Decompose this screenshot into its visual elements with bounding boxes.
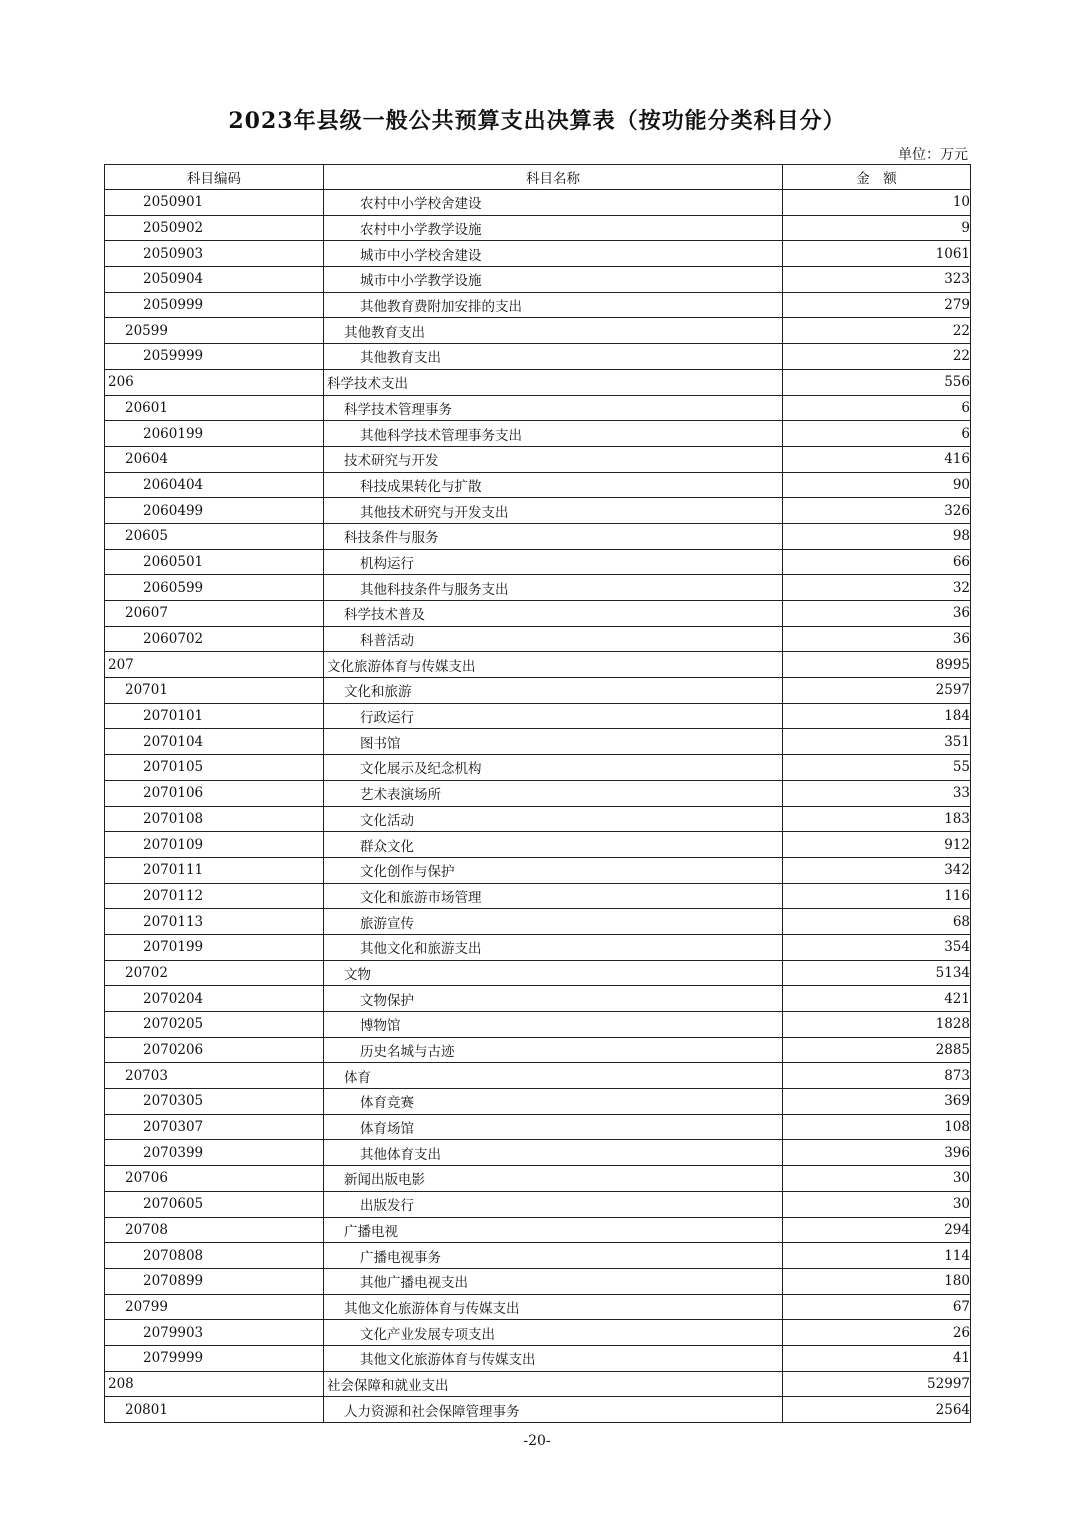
table-row xyxy=(105,857,971,883)
row-name: 其他科技条件与服务支出 xyxy=(324,575,783,601)
row-name: 体育竞赛 xyxy=(324,1089,783,1115)
row-code: 2070108 xyxy=(105,806,324,832)
table-row xyxy=(105,549,971,575)
row-amount: 108 xyxy=(783,1114,971,1140)
row-name: 科学技术管理事务 xyxy=(324,395,783,421)
row-code: 2070106 xyxy=(105,780,324,806)
row-amount: 2597 xyxy=(783,678,971,704)
row-amount: 912 xyxy=(783,832,971,858)
row-name: 文物 xyxy=(324,960,783,986)
table-row xyxy=(105,292,971,318)
row-name: 机构运行 xyxy=(324,549,783,575)
table-row xyxy=(105,1320,971,1346)
table-row xyxy=(105,1012,971,1038)
row-amount: 5134 xyxy=(783,960,971,986)
table-row xyxy=(105,1217,971,1243)
table-row xyxy=(105,395,971,421)
row-name: 群众文化 xyxy=(324,832,783,858)
row-code: 2070899 xyxy=(105,1268,324,1294)
row-name: 体育场馆 xyxy=(324,1114,783,1140)
row-amount: 36 xyxy=(783,601,971,627)
row-name: 文物保护 xyxy=(324,986,783,1012)
row-name: 农村中小学校舍建设 xyxy=(324,190,783,216)
row-code: 2079999 xyxy=(105,1345,324,1371)
table-row xyxy=(105,1037,971,1063)
table-row xyxy=(105,1243,971,1269)
row-code: 2060199 xyxy=(105,421,324,447)
table-row xyxy=(105,421,971,447)
row-amount: 323 xyxy=(783,267,971,293)
row-name: 历史名城与古迹 xyxy=(324,1037,783,1063)
row-code: 2070109 xyxy=(105,832,324,858)
table-row xyxy=(105,755,971,781)
table-row xyxy=(105,369,971,395)
row-code: 20801 xyxy=(105,1397,324,1423)
row-amount: 36 xyxy=(783,626,971,652)
row-name: 其他文化和旅游支出 xyxy=(324,934,783,960)
table-row xyxy=(105,215,971,241)
row-amount: 10 xyxy=(783,190,971,216)
row-code: 2070307 xyxy=(105,1114,324,1140)
row-code: 2070104 xyxy=(105,729,324,755)
row-code: 2070205 xyxy=(105,1012,324,1038)
table-row xyxy=(105,498,971,524)
row-name: 文化和旅游 xyxy=(324,678,783,704)
table-row xyxy=(105,729,971,755)
row-amount: 342 xyxy=(783,857,971,883)
unit-label: 单位：万元 xyxy=(898,147,968,163)
table-row xyxy=(105,267,971,293)
row-name: 技术研究与开发 xyxy=(324,446,783,472)
table-row xyxy=(105,446,971,472)
row-amount: 114 xyxy=(783,1243,971,1269)
row-amount: 68 xyxy=(783,909,971,935)
table-row xyxy=(105,934,971,960)
row-name: 博物馆 xyxy=(324,1012,783,1038)
row-code: 2050902 xyxy=(105,215,324,241)
table-row xyxy=(105,1114,971,1140)
table-row xyxy=(105,523,971,549)
row-name: 文化产业发展专项支出 xyxy=(324,1320,783,1346)
row-name: 图书馆 xyxy=(324,729,783,755)
row-amount: 369 xyxy=(783,1089,971,1115)
row-code: 2070101 xyxy=(105,703,324,729)
row-name: 城市中小学教学设施 xyxy=(324,267,783,293)
table-row xyxy=(105,652,971,678)
table-row xyxy=(105,1140,971,1166)
row-amount: 116 xyxy=(783,883,971,909)
row-code: 2050903 xyxy=(105,241,324,267)
row-name: 科技成果转化与扩散 xyxy=(324,472,783,498)
row-amount: 90 xyxy=(783,472,971,498)
row-code: 2070111 xyxy=(105,857,324,883)
budget-table xyxy=(104,164,971,1423)
row-name: 行政运行 xyxy=(324,703,783,729)
row-code: 2070399 xyxy=(105,1140,324,1166)
row-code: 20706 xyxy=(105,1166,324,1192)
row-amount: 55 xyxy=(783,755,971,781)
row-name: 其他体育支出 xyxy=(324,1140,783,1166)
table-row xyxy=(105,472,971,498)
row-amount: 354 xyxy=(783,934,971,960)
table-row xyxy=(105,1294,971,1320)
row-code: 2060499 xyxy=(105,498,324,524)
table-row xyxy=(105,601,971,627)
row-amount: 556 xyxy=(783,369,971,395)
table-row xyxy=(105,1191,971,1217)
header-name: 科目名称 xyxy=(324,165,783,190)
table-row xyxy=(105,1371,971,1397)
row-amount: 180 xyxy=(783,1268,971,1294)
table-row xyxy=(105,1345,971,1371)
row-code: 20601 xyxy=(105,395,324,421)
row-amount: 416 xyxy=(783,446,971,472)
row-name: 旅游宣传 xyxy=(324,909,783,935)
row-name: 农村中小学教学设施 xyxy=(324,215,783,241)
row-amount: 396 xyxy=(783,1140,971,1166)
row-code: 20701 xyxy=(105,678,324,704)
table-row xyxy=(105,1166,971,1192)
page-number: -20- xyxy=(523,1433,551,1449)
table-row xyxy=(105,1397,971,1423)
row-amount: 184 xyxy=(783,703,971,729)
row-amount: 66 xyxy=(783,549,971,575)
row-code: 2050901 xyxy=(105,190,324,216)
row-amount: 183 xyxy=(783,806,971,832)
row-amount: 67 xyxy=(783,1294,971,1320)
row-amount: 41 xyxy=(783,1345,971,1371)
row-code: 207 xyxy=(105,652,324,678)
row-amount: 1828 xyxy=(783,1012,971,1038)
row-amount: 30 xyxy=(783,1166,971,1192)
table-row xyxy=(105,960,971,986)
row-amount: 26 xyxy=(783,1320,971,1346)
row-name: 文化创作与保护 xyxy=(324,857,783,883)
row-amount: 279 xyxy=(783,292,971,318)
row-amount: 22 xyxy=(783,344,971,370)
page-title: 2023年县级一般公共预算支出决算表（按功能分类科目分） xyxy=(228,108,846,134)
row-name: 文化活动 xyxy=(324,806,783,832)
header-code: 科目编码 xyxy=(105,165,324,190)
row-name: 艺术表演场所 xyxy=(324,780,783,806)
table-row xyxy=(105,241,971,267)
row-code: 2070113 xyxy=(105,909,324,935)
row-amount: 326 xyxy=(783,498,971,524)
row-name: 其他教育支出 xyxy=(324,344,783,370)
table-row xyxy=(105,1089,971,1115)
row-name: 文化展示及纪念机构 xyxy=(324,755,783,781)
row-amount: 1061 xyxy=(783,241,971,267)
table-row xyxy=(105,909,971,935)
row-code: 208 xyxy=(105,1371,324,1397)
table-row xyxy=(105,1063,971,1089)
table-row xyxy=(105,678,971,704)
row-amount: 351 xyxy=(783,729,971,755)
row-name: 广播电视事务 xyxy=(324,1243,783,1269)
row-code: 20605 xyxy=(105,523,324,549)
row-name: 科学技术普及 xyxy=(324,601,783,627)
row-name: 其他文化旅游体育与传媒支出 xyxy=(324,1345,783,1371)
row-amount: 6 xyxy=(783,421,971,447)
row-name: 科技条件与服务 xyxy=(324,523,783,549)
table-row xyxy=(105,626,971,652)
table-row xyxy=(105,703,971,729)
row-name: 文化和旅游市场管理 xyxy=(324,883,783,909)
row-amount: 32 xyxy=(783,575,971,601)
row-amount: 6 xyxy=(783,395,971,421)
row-amount: 421 xyxy=(783,986,971,1012)
row-name: 人力资源和社会保障管理事务 xyxy=(324,1397,783,1423)
table-row xyxy=(105,806,971,832)
row-amount: 52997 xyxy=(783,1371,971,1397)
row-code: 2070206 xyxy=(105,1037,324,1063)
row-code: 206 xyxy=(105,369,324,395)
table-row xyxy=(105,575,971,601)
row-name: 科学技术支出 xyxy=(324,369,783,395)
table-body xyxy=(105,190,971,1423)
row-code: 2060599 xyxy=(105,575,324,601)
row-code: 2060702 xyxy=(105,626,324,652)
row-name: 文化旅游体育与传媒支出 xyxy=(324,652,783,678)
row-name: 广播电视 xyxy=(324,1217,783,1243)
table-row xyxy=(105,1268,971,1294)
row-name: 其他科学技术管理事务支出 xyxy=(324,421,783,447)
row-code: 2070112 xyxy=(105,883,324,909)
table-row xyxy=(105,344,971,370)
row-name: 其他技术研究与开发支出 xyxy=(324,498,783,524)
table-row xyxy=(105,832,971,858)
row-code: 2059999 xyxy=(105,344,324,370)
row-name: 城市中小学校舍建设 xyxy=(324,241,783,267)
table-row xyxy=(105,318,971,344)
row-name: 新闻出版电影 xyxy=(324,1166,783,1192)
row-name: 其他文化旅游体育与传媒支出 xyxy=(324,1294,783,1320)
row-amount: 9 xyxy=(783,215,971,241)
row-code: 2060404 xyxy=(105,472,324,498)
row-code: 2070808 xyxy=(105,1243,324,1269)
row-code: 2050904 xyxy=(105,267,324,293)
row-name: 其他教育费附加安排的支出 xyxy=(324,292,783,318)
table-row xyxy=(105,883,971,909)
row-code: 20599 xyxy=(105,318,324,344)
row-code: 2060501 xyxy=(105,549,324,575)
row-amount: 98 xyxy=(783,523,971,549)
row-code: 20604 xyxy=(105,446,324,472)
row-name: 科普活动 xyxy=(324,626,783,652)
table-header xyxy=(105,165,971,190)
row-code: 2070105 xyxy=(105,755,324,781)
row-amount: 22 xyxy=(783,318,971,344)
row-code: 2079903 xyxy=(105,1320,324,1346)
header-row xyxy=(105,165,971,190)
row-amount: 2564 xyxy=(783,1397,971,1423)
row-amount: 294 xyxy=(783,1217,971,1243)
row-code: 20703 xyxy=(105,1063,324,1089)
row-code: 20708 xyxy=(105,1217,324,1243)
table-row xyxy=(105,190,971,216)
row-amount: 873 xyxy=(783,1063,971,1089)
row-code: 20607 xyxy=(105,601,324,627)
row-name: 体育 xyxy=(324,1063,783,1089)
row-amount: 30 xyxy=(783,1191,971,1217)
table-row xyxy=(105,986,971,1012)
row-name: 出版发行 xyxy=(324,1191,783,1217)
row-amount: 8995 xyxy=(783,652,971,678)
row-amount: 33 xyxy=(783,780,971,806)
row-code: 2070199 xyxy=(105,934,324,960)
row-name: 其他教育支出 xyxy=(324,318,783,344)
header-amount: 金 额 xyxy=(783,165,971,190)
row-code: 2070605 xyxy=(105,1191,324,1217)
row-code: 2070204 xyxy=(105,986,324,1012)
row-code: 20702 xyxy=(105,960,324,986)
row-name: 其他广播电视支出 xyxy=(324,1268,783,1294)
row-code: 2050999 xyxy=(105,292,324,318)
row-name: 社会保障和就业支出 xyxy=(324,1371,783,1397)
row-amount: 2885 xyxy=(783,1037,971,1063)
table-row xyxy=(105,780,971,806)
row-code: 20799 xyxy=(105,1294,324,1320)
row-code: 2070305 xyxy=(105,1089,324,1115)
